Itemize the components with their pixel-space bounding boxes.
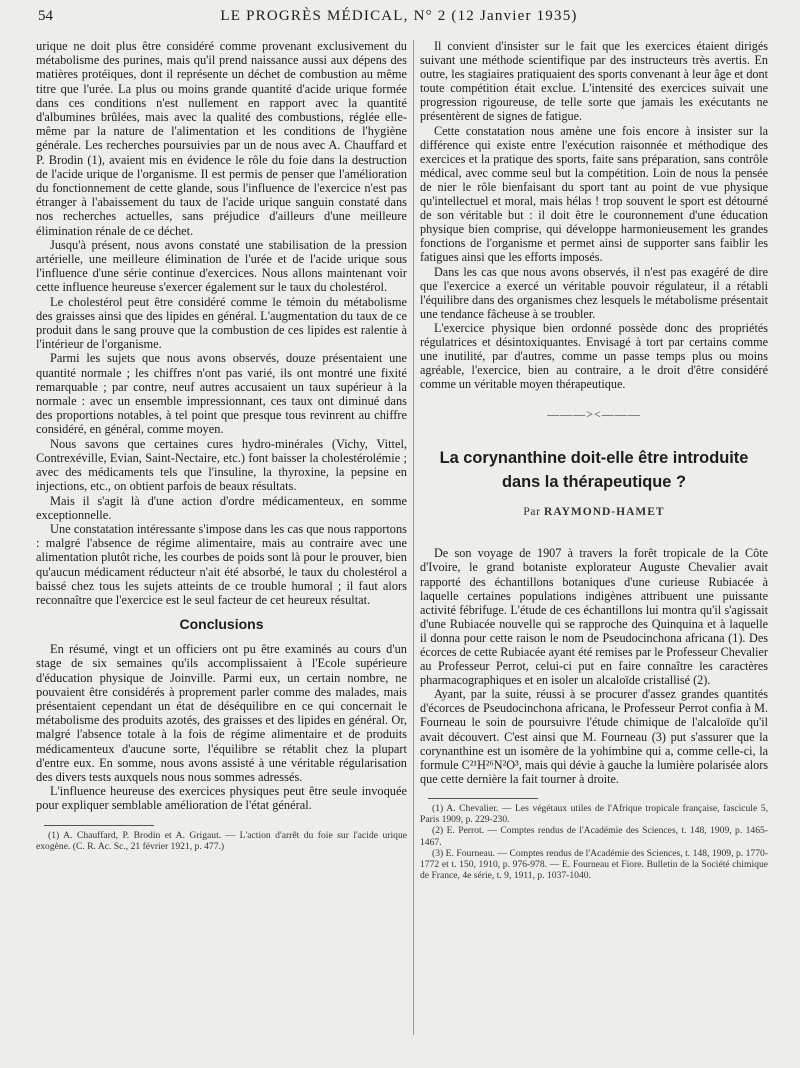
paragraph: Nous savons que certaines cures hydro-minérales (Vichy, Vittel, Contrexéville, Evian, Saint-Nectaire, etc.) font baisser la cholestérolémie ; avec des médicaments tels que l'insuline, la thyroxine, la pepsine en injections, etc., on obtient parfois de beaux résultats. xyxy=(36,436,407,494)
running-head xyxy=(38,8,760,30)
footnote: (1) A. Chevalier. — Les végétaux utiles de l'Afrique tropicale française, fascicule 5, Paris 1909, p. 229-230. xyxy=(420,802,768,826)
paragraph: Cette constatation nous amène une fois encore à insister sur la différence qui existe entre l'exécution raisonnée et méthodique des exercices et la pratique des sports, faite sans préparation, sans contrôle médical, avec comme seul but la compétition. Loin de nous la pensée de nier le rôle bienfaisant du sport tant au point de vue physique qu'intellectuel et moral, mais hélas ! trop souvent le sport est détourné de son véritable but : il doit être le couronnement d'une éducation physique bien comprise, qui développe harmonieusement les grandes fonctions de l'organisme et permet ainsi de supporter sans faiblir les fatigues ainsi que les efforts imposés. xyxy=(420,123,768,265)
paragraph: Une constatation intéressante s'impose dans les cas que nous rapportons : malgré l'absence de régime alimentaire, mais au contraire avec une alimentation plutôt riche, les courbes de poids sont là pour le prouver, bien qu'aucun médicament réducteur n'ait été absorbé, le taux du cholestérol a baissé chez tous les sujets atteints de ce trouble humoral ; il faut alors reconnaître que l'exercice est le seul facteur de cet heureux résultat. xyxy=(36,521,407,607)
footnote-rule xyxy=(428,798,538,799)
column-divider xyxy=(413,40,414,1035)
right-body xyxy=(420,39,768,391)
section-ornament: ———><——— xyxy=(547,407,641,422)
paragraph: Parmi les sujets que nous avons observés, douze présentaient une quantité normale ; les chiffres n'ont pas varié, ils ont montré une fixité remarquable ; par contre, neuf autres accusaient un taux supérieur à la normale : avec un ensemble impressionnant, ces taux ont diminué dans des proportions notables, à tel point que presque tous revinrent au chiffre considéré, en général, comme moyen. xyxy=(36,351,407,437)
paragraph: De son voyage de 1907 à travers la forêt tropicale de la Côte d'Ivoire, le grand botaniste explorateur Auguste Chevalier avait rapporté des échantillons botaniques d'une curieuse Rubiacée à laquelle certaines populations indigènes attribuent une puissante activité fébrifuge. L'étude de ces échantillons lui montra qu'il s'agissait d'une Rubiacée nouvelle qui se rapproche des Quinquina et à laquelle il donna pour cette raison le nom de Pseudocinchona africana (1). Des écorces de cette Rubiacée ayant été remises par le Professeur Chevalier au Professeur Perrot, celui-ci put en faire connaître les caractères pharmacographiques et en isoler un alcaloïde cristallisé (2). xyxy=(420,546,768,688)
right-footnotes xyxy=(420,803,768,881)
paragraph: En résumé, vingt et un officiers ont pu être examinés au cours d'un stage de six semaines qu'ils accomplissaient à l'Ecole supérieure d'éducation physique de Joinville. Parmi eux, un certain nombre, ne pouvaient être considérés à proprement parler comme des malades, mais présentaient cependant un état de déséquilibre en ce qui concernait le métabolisme des produits azotés, des graisses et des lipides en général. Or, malgré l'absence totale à la fois de régime alimentaire et de produits médicamenteux d'aucune sorte, l'équilibre se rétablit chez la plupart d'entre eux. En somme, nous avons assisté à une véritable régularisation des divers tests auxquels nous nous sommes adressés. xyxy=(36,642,407,784)
paragraph: Dans les cas que nous avons observés, il n'est pas exagéré de dire que l'exercice a exercé un véritable pouvoir régulateur, il a rétabli l'équilibre dans des organismes chez lesquels le métabolisme présentait une tendance fâcheuse à se troubler. xyxy=(420,264,768,321)
left-footnotes xyxy=(36,830,407,852)
paragraph: Le cholestérol peut être considéré comme le témoin du métabolisme des graisses ainsi que des lipides en général. L'augmentation du taux de ce produit dans le sang prouve que la combustion de ces lipides est ralentie à l'intérieur de l'organisme. xyxy=(36,294,407,352)
article-title-line: La corynanthine doit-elle être introduite xyxy=(439,449,749,468)
paragraph: Ayant, par la suite, réussi à se procurer d'assez grandes quantités d'écorces de Pseudocinchona africana, le Professeur Perrot confia à M. Fourneau le soin de poursuivre l'étude chimique de l'alcaloïde qu'il avait découvert. C'est ainsi que M. Fourneau (3) put s'assurer que la corynanthine est un isomère de la yohimbine qui a, comme celle-ci, la formule C²¹H²⁶N²O³, mais qui dévie à gauche la lumière polarisée alors que cette dernière la fait tourner à droite. xyxy=(420,687,768,786)
footnote: (2) E. Perrot. — Comptes rendus de l'Académie des Sciences, t. 148, 1909, p. 1465-1467. xyxy=(420,825,768,848)
right-column xyxy=(420,39,768,1039)
footnote: (1) A. Chauffard, P. Brodin et A. Grigaut. — L'action d'arrêt du foie sur l'acide urique exogène. (C. R. Ac. Sc., 21 février 1921, p. 477.) xyxy=(36,829,407,852)
paragraph: L'influence heureuse des exercices physiques peut être seule invoquée pour expliquer semblable amélioration de l'état général. xyxy=(36,784,407,813)
journal-header-title: LE PROGRÈS MÉDICAL, N° 2 (12 Janvier 1935) xyxy=(220,8,578,24)
left-body xyxy=(36,39,407,813)
paragraph: Il convient d'insister sur le fait que les exercices étaient dirigés suivant une méthode scientifique par des instructeurs très avertis. En outre, les stagiaires pratiquaient des sports convenant à leur âge et dont toute compétition était exclue. L'intensité des exercices suivait une progression rigoureuse, de telle sorte que jamais les exécutants ne présentèrent de signes de fatigue. xyxy=(420,39,768,124)
article-title xyxy=(420,446,768,494)
footnote: (3) E. Fourneau. — Comptes rendus de l'Académie des Sciences, t. 148, 1909, p. 1770-1772 et t. 150, 1910, p. 976-978. — E. Fourneau et Fiore. Bulletin de la Société chimique de France, 4e série, t. 9, 1911, p. 1037-1040. xyxy=(420,847,768,882)
byline-author: RAYMOND-HAMET xyxy=(544,506,665,519)
byline-prefix: Par xyxy=(523,506,541,519)
paragraph: L'exercice physique bien ordonné possède donc des propriétés régulatrices et désintoxiquantes. Envisagé à tort par certains comme une inutilité, par d'autres, comme un passe temps plus ou moins agréable, l'exercice, bien au contraire, a le droit d'être considéré comme un véritable moyen thérapeutique. xyxy=(420,320,768,392)
page-number: 54 xyxy=(38,8,53,24)
conclusions-heading: Conclusions xyxy=(179,616,264,633)
article-title-line: dans la thérapeutique ? xyxy=(502,473,686,492)
paragraph: Jusqu'à présent, nous avons constaté une stabilisation de la pression artérielle, une meilleure élimination de l'urée et de l'acide urique sous l'influence d'une série continue d'exercices. Nous allons maintenant voir cette influence heureuse s'exercer également sur le taux du cholestérol. xyxy=(36,237,407,295)
footnote-rule xyxy=(44,825,154,826)
article-body xyxy=(420,546,768,786)
left-column xyxy=(36,39,407,1039)
paragraph: urique ne doit plus être considéré comme provenant exclusivement du métabolisme des purines, mais qu'il prend naissance aussi aux dépens des matières protéiques, dont il représente un déchet de combustion au même titre que l'urée. La plus ou moins grande quantité d'acide urique formée dans ces conditions n'est nullement en rapport avec la quantité d'albumines brûlées, mais avec la qualité des combustions, réglée elle-même par la nature de l'alimentation et les conditions de l'hygiène générale. Les recherches poursuivies par un de nous avec A. Chauffard et P. Brodin (1), avaient mis en évidence le rôle du foie dans la destruction de l'acide urique de l'organisme. Il est permis de penser que l'amélioration du fonctionnement de cette glande, sous l'influence de l'exercice n'est pas étranger à l'abaissement du taux de l'acide urique sanguin constaté dans nos recherches actuelles, sans préjudice d'ailleurs d'une meilleure élimination rénale de ce déchet. xyxy=(36,39,407,238)
paragraph: Mais il s'agit là d'une action d'ordre médicamenteux, en somme exceptionnelle. xyxy=(36,493,407,522)
byline xyxy=(420,506,768,518)
